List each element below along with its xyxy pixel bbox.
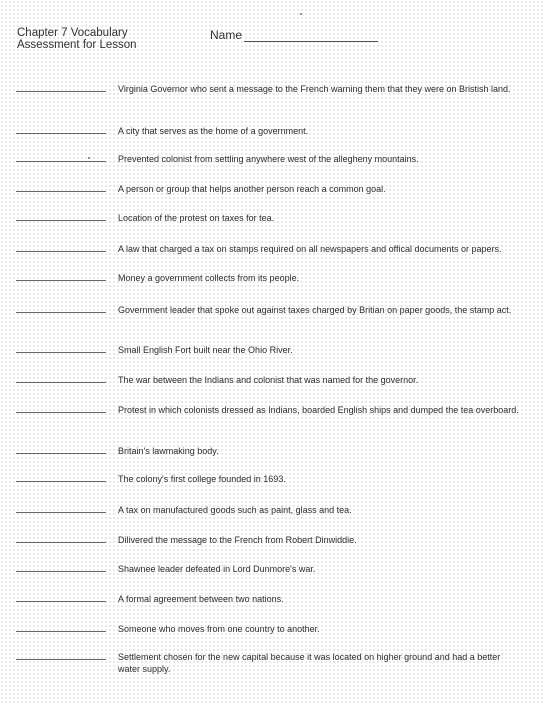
question-definition: Britain's lawmaking body. bbox=[118, 446, 219, 456]
answer-blank[interactable] bbox=[16, 631, 106, 632]
answer-blank[interactable] bbox=[16, 412, 106, 413]
name-label: Name bbox=[210, 28, 243, 42]
question-definition: Shawnee leader defeated in Lord Dunmore's war. bbox=[118, 564, 316, 574]
answer-blank[interactable] bbox=[16, 312, 106, 313]
answer-blank[interactable] bbox=[16, 571, 106, 572]
worksheet-title bbox=[17, 27, 137, 51]
question-definition: Small English Fort built near the Ohio River. bbox=[118, 345, 293, 355]
name-blank-line[interactable] bbox=[244, 30, 378, 42]
answer-blank[interactable] bbox=[16, 512, 106, 513]
question-definition: A law that charged a tax on stamps required on all newspapers and offical documents or papers. bbox=[118, 244, 502, 254]
answer-blank[interactable] bbox=[16, 481, 106, 482]
question-definition: The war between the Indians and colonist that was named for the governor. bbox=[118, 375, 419, 385]
question-definition: Location of the protest on taxes for tea. bbox=[118, 213, 275, 223]
answer-blank[interactable] bbox=[16, 542, 106, 543]
answer-blank[interactable] bbox=[16, 601, 106, 602]
question-definition: Someone who moves from one country to another. bbox=[118, 624, 320, 634]
question-definition: Settlement chosen for the new capital because it was located on higher ground and had a better water supply. bbox=[118, 652, 501, 674]
question-definition: Virginia Governor who sent a message to the French warning them that they were on Bristish land. bbox=[118, 84, 511, 94]
answer-blank[interactable] bbox=[16, 382, 106, 383]
question-definition: A person or group that helps another person reach a common goal. bbox=[118, 184, 386, 194]
question-definition: A tax on manufactured goods such as paint, glass and tea. bbox=[118, 505, 352, 515]
question-definition: The colony's first college founded in 1693. bbox=[118, 474, 286, 484]
answer-blank[interactable] bbox=[16, 251, 106, 252]
question-definition: A city that serves as the home of a government. bbox=[118, 126, 309, 136]
stray-mark bbox=[88, 157, 90, 159]
question-definition: Government leader that spoke out against taxes charged by Britian on paper goods, the stamp act. bbox=[118, 305, 512, 315]
question-definition: Prevented colonist from settling anywhere west of the allegheny mountains. bbox=[118, 154, 419, 164]
answer-blank[interactable] bbox=[16, 453, 106, 454]
name-field[interactable] bbox=[210, 28, 378, 42]
title-line-1: Chapter 7 Vocabulary bbox=[17, 27, 128, 39]
question-definition: Protest in which colonists dressed as Indians, boarded English ships and dumped the tea overboard. bbox=[118, 405, 519, 415]
answer-blank[interactable] bbox=[16, 91, 106, 92]
question-definition: Dilivered the message to the French from Robert Dinwiddie. bbox=[118, 535, 357, 545]
answer-blank[interactable] bbox=[16, 161, 106, 162]
answer-blank[interactable] bbox=[16, 133, 106, 134]
answer-blank[interactable] bbox=[16, 352, 106, 353]
title-line-2: Assessment for Lesson bbox=[17, 39, 137, 51]
answer-blank[interactable] bbox=[16, 220, 106, 221]
question-definition: Money a government collects from its people. bbox=[118, 273, 300, 283]
answer-blank[interactable] bbox=[16, 280, 106, 281]
stray-mark bbox=[300, 13, 302, 15]
answer-blank[interactable] bbox=[16, 191, 106, 192]
question-definition: A formal agreement between two nations. bbox=[118, 594, 284, 604]
answer-blank[interactable] bbox=[16, 659, 106, 660]
